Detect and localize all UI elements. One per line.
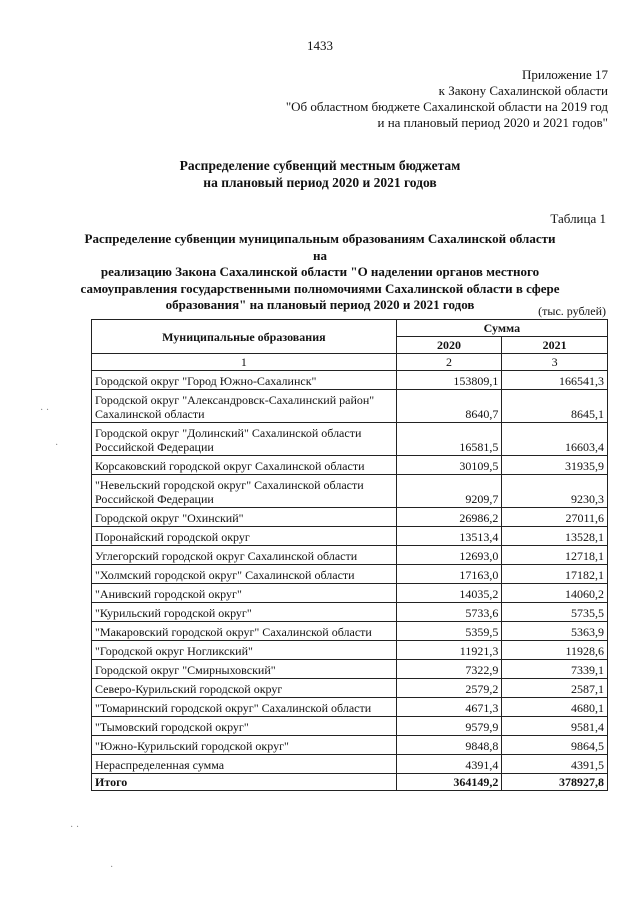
- total-label: Итого: [92, 774, 397, 791]
- value-2021-cell: 4680,1: [502, 698, 608, 717]
- value-2020-cell: 26986,2: [396, 508, 502, 527]
- value-2021-cell: 9230,3: [502, 475, 608, 508]
- table-number: Таблица 1: [550, 211, 606, 226]
- table-row: [92, 475, 608, 508]
- municipality-cell: Городской округ "Охинский": [92, 508, 397, 527]
- table-row: [92, 660, 608, 679]
- value-2021-cell: 13528,1: [502, 527, 608, 546]
- value-2021-cell: 5363,9: [502, 622, 608, 641]
- municipality-cell: Городской округ "Смирныховский": [92, 660, 397, 679]
- table-title-line-2: реализацию Закона Сахалинской области "О наделении органов местного: [100, 264, 540, 279]
- municipality-cell: Городской округ "Александровск-Сахалинский район" Сахалинской области: [92, 390, 397, 423]
- total-row: [92, 774, 608, 791]
- municipality-cell: "Макаровский городской округ" Сахалинской области: [92, 622, 397, 641]
- table-row: [92, 736, 608, 755]
- table-row: [92, 679, 608, 698]
- value-2020-cell: 9579,9: [396, 717, 502, 736]
- value-2020-cell: 30109,5: [396, 456, 502, 475]
- table-body: [92, 371, 608, 774]
- units-label: (тыс. рублей): [538, 304, 606, 318]
- table-row: [92, 371, 608, 390]
- appendix-line-4: и на плановый период 2020 и 2021 годов": [377, 115, 608, 130]
- header-municipality: Муниципальные образования: [92, 320, 397, 354]
- total-2020: 364149,2: [396, 774, 502, 791]
- table-row: [92, 698, 608, 717]
- value-2020-cell: 14035,2: [396, 584, 502, 603]
- value-2021-cell: 12718,1: [502, 546, 608, 565]
- value-2021-cell: 14060,2: [502, 584, 608, 603]
- value-2021-cell: 27011,6: [502, 508, 608, 527]
- value-2020-cell: 9848,8: [396, 736, 502, 755]
- value-2020-cell: 4391,4: [396, 755, 502, 774]
- value-2021-cell: 166541,3: [502, 371, 608, 390]
- table-row: [92, 546, 608, 565]
- value-2021-cell: 11928,6: [502, 641, 608, 660]
- subsidy-table: [91, 319, 608, 791]
- municipality-cell: "Томаринский городской округ" Сахалинской области: [92, 698, 397, 717]
- municipality-cell: Городской округ "Город Южно-Сахалинск": [92, 371, 397, 390]
- table-row: [92, 755, 608, 774]
- document-title: [0, 157, 640, 191]
- municipality-cell: Корсаковский городской округ Сахалинской области: [92, 456, 397, 475]
- value-2021-cell: 9581,4: [502, 717, 608, 736]
- column-index-1: 1: [92, 354, 397, 371]
- header-year-2020: 2020: [396, 337, 502, 354]
- table-row: [92, 565, 608, 584]
- scan-mark: ·: [110, 862, 114, 873]
- scan-mark: · ·: [40, 405, 50, 416]
- table-row: [92, 423, 608, 456]
- table-row: [92, 622, 608, 641]
- header-row: [92, 320, 608, 337]
- value-2020-cell: 12693,0: [396, 546, 502, 565]
- table-row: [92, 641, 608, 660]
- scan-mark: · ·: [70, 822, 80, 833]
- value-2020-cell: 13513,4: [396, 527, 502, 546]
- value-2020-cell: 5733,6: [396, 603, 502, 622]
- municipality-cell: "Холмский городской округ" Сахалинской области: [92, 565, 397, 584]
- column-index-2: 2: [396, 354, 502, 371]
- column-index-3: 3: [502, 354, 608, 371]
- municipality-cell: "Тымовский городской округ": [92, 717, 397, 736]
- municipality-cell: Нераспределенная сумма: [92, 755, 397, 774]
- value-2021-cell: 4391,5: [502, 755, 608, 774]
- table-row: [92, 390, 608, 423]
- appendix-line-2: к Закону Сахалинской области: [438, 83, 608, 98]
- value-2021-cell: 7339,1: [502, 660, 608, 679]
- municipality-cell: Поронайский городской округ: [92, 527, 397, 546]
- value-2021-cell: 16603,4: [502, 423, 608, 456]
- column-index-row: [92, 354, 608, 371]
- value-2020-cell: 17163,0: [396, 565, 502, 584]
- municipality-cell: "Невельский городской округ" Сахалинской области Российской Федерации: [92, 475, 397, 508]
- value-2021-cell: 31935,9: [502, 456, 608, 475]
- document-title-line-1: Распределение субвенций местным бюджетам: [179, 158, 461, 173]
- table-title-line-1: Распределение субвенции муниципальным образованиям Сахалинской области на: [84, 231, 556, 263]
- table-row: [92, 527, 608, 546]
- municipality-cell: "Анивский городской округ": [92, 584, 397, 603]
- value-2021-cell: 5735,5: [502, 603, 608, 622]
- value-2020-cell: 5359,5: [396, 622, 502, 641]
- table-title: [80, 231, 560, 314]
- appendix-block: [286, 67, 608, 131]
- appendix-line-3: "Об областном бюджете Сахалинской области на 2019 год: [285, 99, 608, 114]
- table-title-line-3: самоуправления государственными полномочиями Сахалинской области в сфере: [80, 280, 560, 296]
- header-year-2021: 2021: [502, 337, 608, 354]
- value-2021-cell: 2587,1: [502, 679, 608, 698]
- value-2020-cell: 16581,5: [396, 423, 502, 456]
- value-2020-cell: 2579,2: [396, 679, 502, 698]
- value-2020-cell: 4671,3: [396, 698, 502, 717]
- municipality-cell: Углегорский городской округ Сахалинской области: [92, 546, 397, 565]
- municipality-cell: "Южно-Курильский городской округ": [92, 736, 397, 755]
- document-title-line-2: на плановый период 2020 и 2021 годов: [203, 175, 437, 190]
- municipality-cell: "Городской округ Ногликский": [92, 641, 397, 660]
- table-title-line-4: образования" на плановый период 2020 и 2021 годов: [165, 297, 475, 312]
- municipality-cell: "Курильский городской округ": [92, 603, 397, 622]
- municipality-cell: Северо-Курильский городской округ: [92, 679, 397, 698]
- value-2021-cell: 9864,5: [502, 736, 608, 755]
- total-2021: 378927,8: [502, 774, 608, 791]
- value-2021-cell: 8645,1: [502, 390, 608, 423]
- page-number: 1433: [307, 38, 333, 53]
- header-sum: Сумма: [396, 320, 607, 337]
- appendix-line-1: Приложение 17: [521, 67, 608, 82]
- value-2020-cell: 153809,1: [396, 371, 502, 390]
- scan-mark: ·: [55, 440, 59, 451]
- municipality-cell: Городской округ "Долинский" Сахалинской области Российской Федерации: [92, 423, 397, 456]
- table-row: [92, 584, 608, 603]
- value-2020-cell: 7322,9: [396, 660, 502, 679]
- value-2020-cell: 11921,3: [396, 641, 502, 660]
- table-row: [92, 456, 608, 475]
- value-2020-cell: 8640,7: [396, 390, 502, 423]
- table-row: [92, 717, 608, 736]
- table-row: [92, 603, 608, 622]
- table-row: [92, 508, 608, 527]
- value-2021-cell: 17182,1: [502, 565, 608, 584]
- value-2020-cell: 9209,7: [396, 475, 502, 508]
